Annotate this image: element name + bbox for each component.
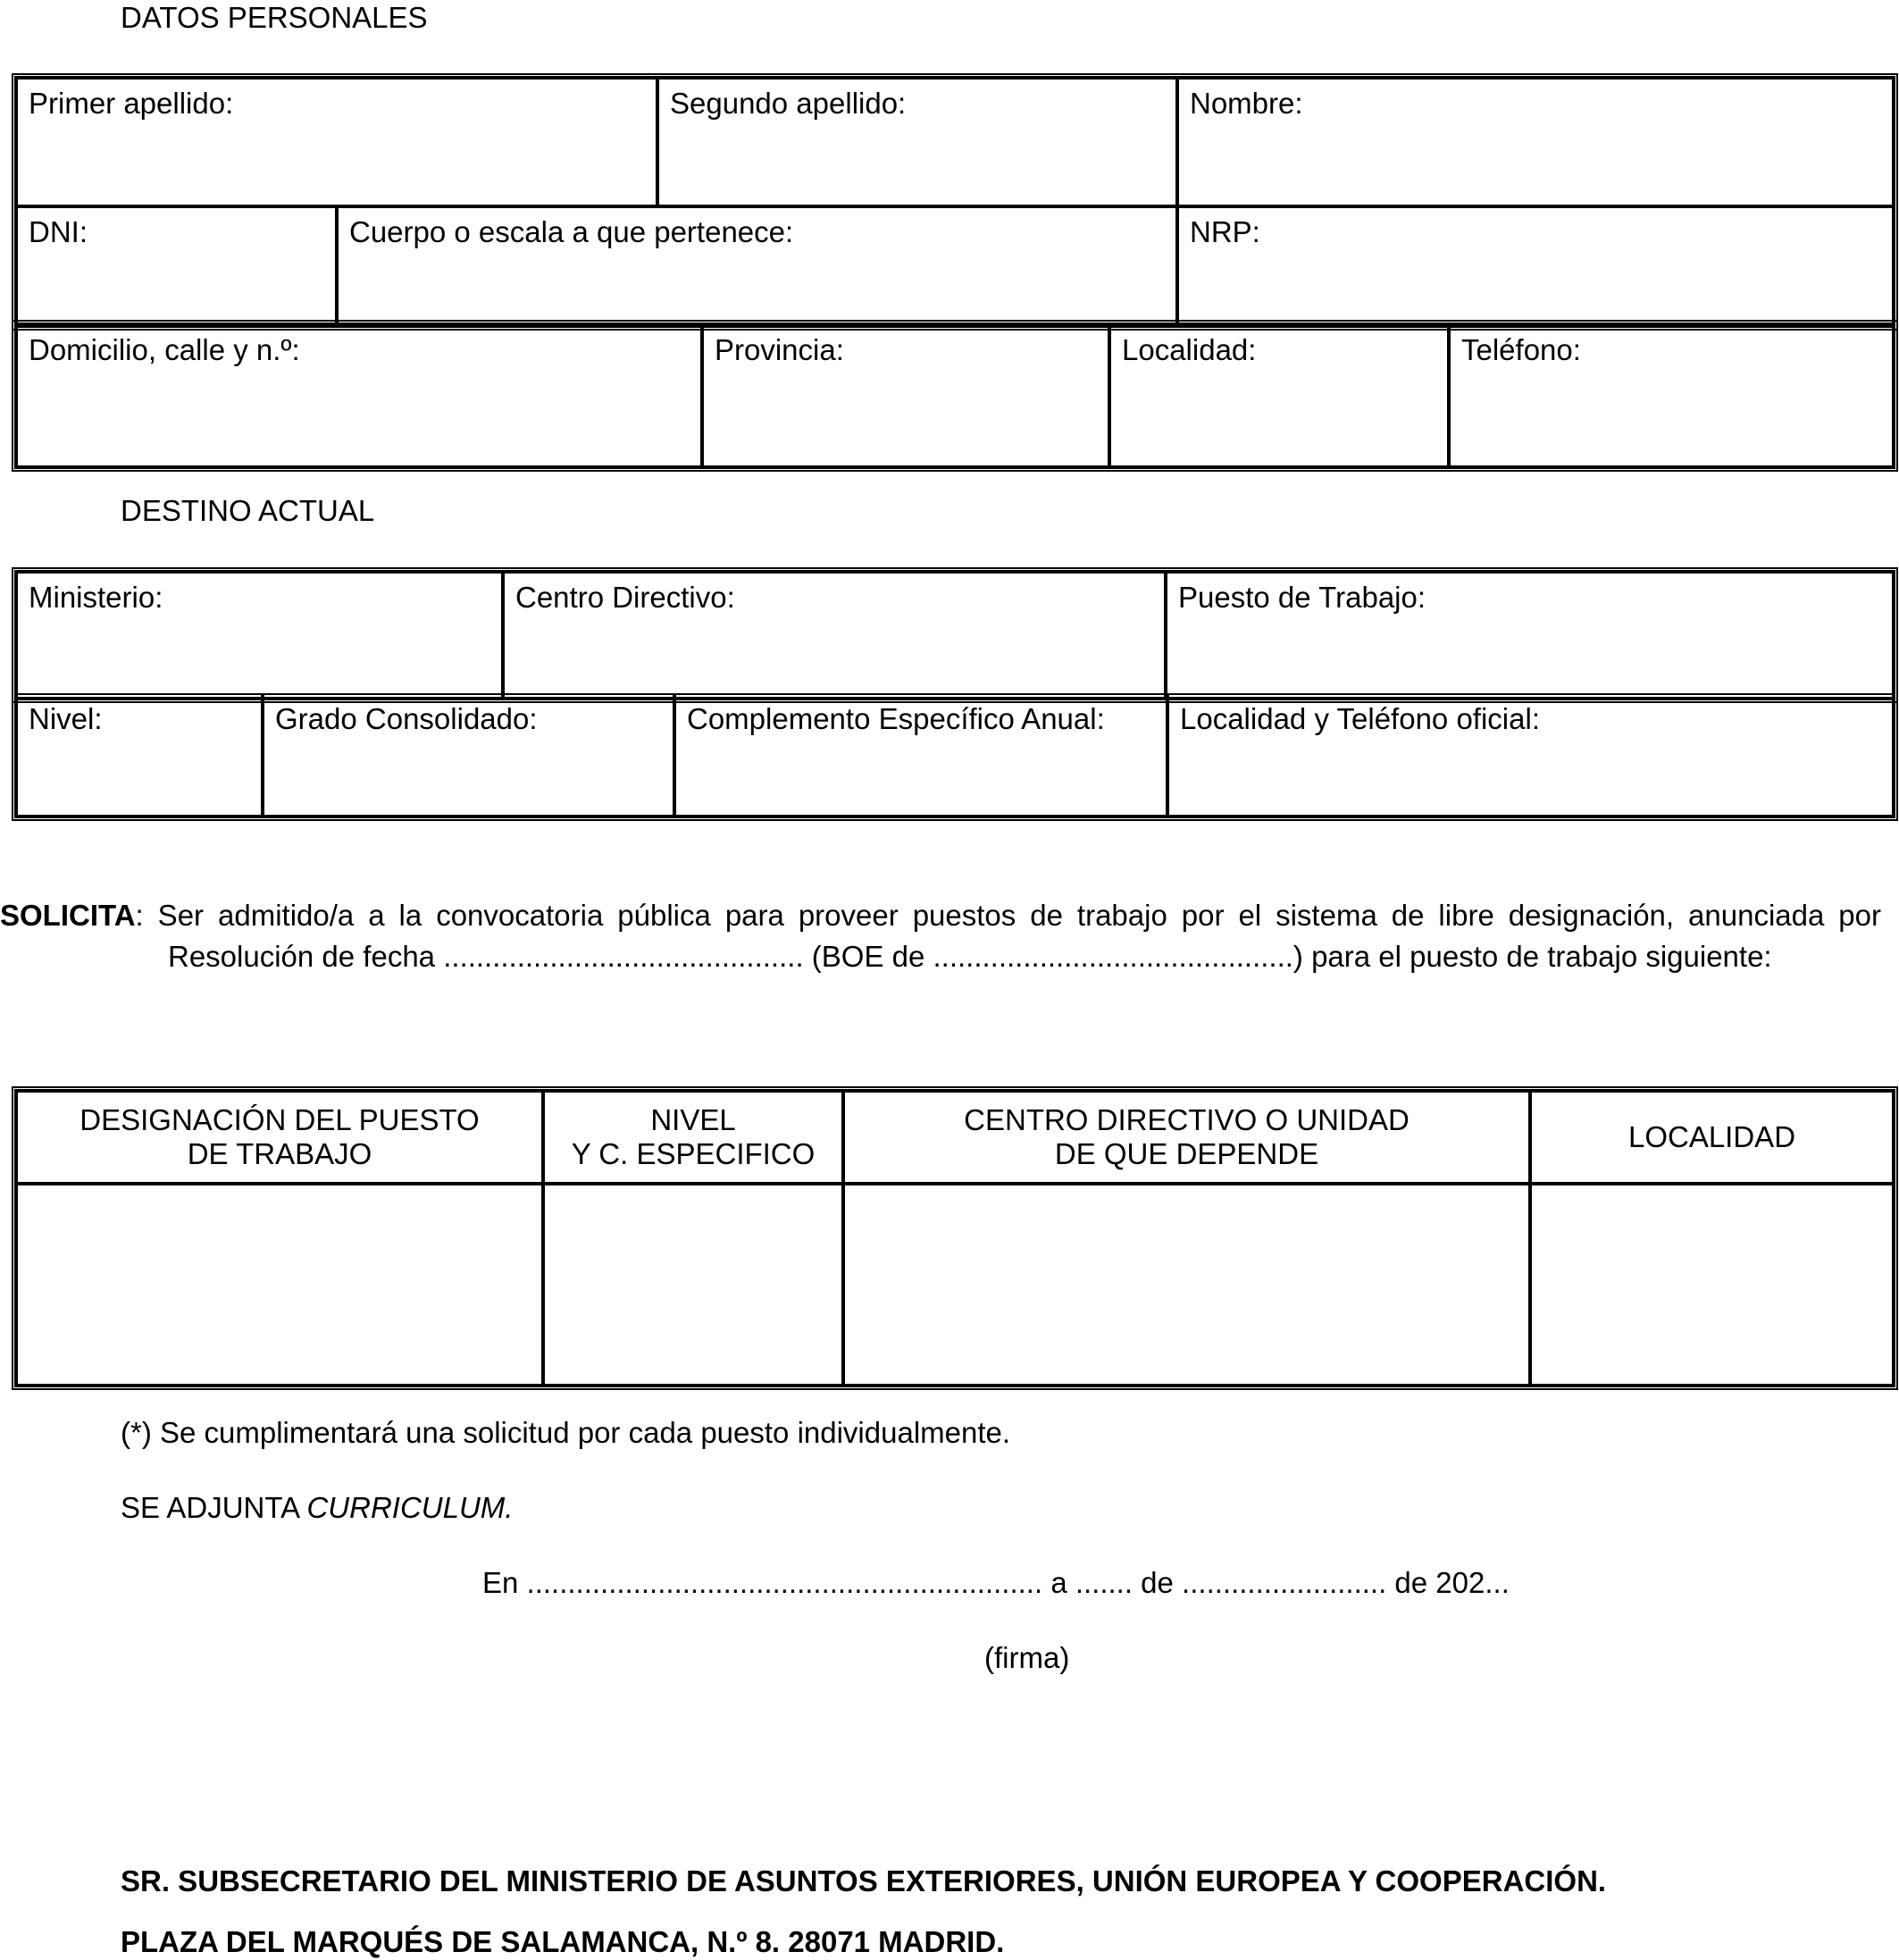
field-localidad[interactable] [1109, 324, 1449, 467]
label-ministerio: Ministerio: [29, 581, 163, 614]
header-nivel-line-2: Y C. ESPECIFICO [571, 1137, 816, 1170]
label-segundo-apellido: Segundo apellido: [670, 87, 907, 120]
solicita-line-1-text: : Ser admitido/a a la convocatoria pública para proveer puestos de trabajo por el sistema de libre designación, anunciada por [135, 899, 1881, 932]
adjunta-curriculum: CURRICULUM. [306, 1491, 514, 1524]
label-grado-consolidado: Grado Consolidado: [275, 702, 538, 735]
solicita-line-2: Resolución de fecha ............................................ (BOE de ............................................) para el puesto de trabajo siguiente: [168, 940, 1772, 973]
header-nivel-line-1: NIVEL [650, 1103, 736, 1136]
label-domicilio: Domicilio, calle y n.º: [29, 333, 300, 366]
section-title-destino-actual: DESTINO ACTUAL [121, 494, 375, 527]
field-nrp[interactable] [1177, 206, 1894, 326]
datos-personales-table [12, 73, 1898, 331]
label-centro-directivo: Centro Directivo: [515, 581, 735, 614]
label-nombre: Nombre: [1190, 87, 1303, 120]
field-nivel[interactable] [16, 693, 263, 817]
solicita-line-1 [0, 895, 1881, 936]
header-designacion-line-1: DESIGNACIÓN DEL PUESTO [79, 1103, 480, 1136]
field-provincia[interactable] [702, 324, 1109, 467]
header-designacion-line-2: DE TRABAJO [187, 1137, 372, 1170]
label-puesto-trabajo: Puesto de Trabajo: [1178, 581, 1426, 614]
cell-localidad[interactable] [1530, 1184, 1894, 1386]
label-complemento-especifico: Complemento Específico Anual: [687, 702, 1105, 735]
cell-nivel[interactable] [543, 1184, 843, 1386]
field-complemento-especifico[interactable] [674, 693, 1167, 817]
cell-designacion[interactable] [16, 1184, 543, 1386]
destino-actual-table [12, 567, 1898, 703]
puesto-table [12, 1086, 1898, 1390]
header-nivel [543, 1091, 843, 1184]
field-primer-apellido[interactable] [16, 78, 657, 206]
header-centro-line-1: CENTRO DIRECTIVO O UNIDAD [964, 1103, 1410, 1136]
label-localidad: Localidad: [1122, 333, 1257, 366]
fecha-line: En ............................................................... a ....... de ......................... de 202... [482, 1566, 1510, 1599]
destino-actual-table-row2 [12, 693, 1898, 821]
field-grado-consolidado[interactable] [263, 693, 674, 817]
note-text: (*) Se cumplimentará una solicitud por cada puesto individualmente. [121, 1416, 1011, 1449]
field-ministerio[interactable] [16, 572, 503, 699]
label-dni: DNI: [29, 215, 88, 248]
header-designacion [16, 1091, 543, 1184]
label-cuerpo-escala: Cuerpo o escala a que pertenece: [349, 215, 794, 248]
label-localidad-telefono-oficial: Localidad y Teléfono oficial: [1180, 702, 1540, 735]
adjunta-prefix: SE ADJUNTA [121, 1491, 307, 1524]
field-domicilio[interactable] [16, 324, 702, 467]
section-title-datos-personales: DATOS PERSONALES [121, 1, 428, 34]
field-centro-directivo[interactable] [503, 572, 1166, 699]
field-nombre[interactable] [1177, 78, 1894, 206]
field-segundo-apellido[interactable] [657, 78, 1177, 206]
field-puesto-trabajo[interactable] [1166, 572, 1894, 699]
field-localidad-telefono-oficial[interactable] [1167, 693, 1894, 817]
label-provincia: Provincia: [715, 333, 844, 366]
field-dni[interactable] [16, 206, 337, 326]
header-localidad-line-1: LOCALIDAD [1627, 1120, 1796, 1153]
label-primer-apellido: Primer apellido: [29, 87, 234, 120]
adjunta-line [121, 1490, 513, 1526]
header-centro-line-2: DE QUE DEPENDE [1054, 1137, 1319, 1170]
label-nivel: Nivel: [29, 702, 103, 735]
solicita-label: SOLICITA [0, 899, 136, 932]
firma-label: (firma) [984, 1641, 1070, 1674]
field-telefono[interactable] [1449, 324, 1894, 467]
header-localidad [1530, 1091, 1894, 1184]
solicita-paragraph [0, 895, 1881, 977]
destinatario-line-2: PLAZA DEL MARQUÉS DE SALAMANCA, N.º 8. 28071 MADRID. [121, 1925, 1005, 1958]
cell-centro-directivo[interactable] [843, 1184, 1530, 1386]
destinatario-line-1: SR. SUBSECRETARIO DEL MINISTERIO DE ASUNTOS EXTERIORES, UNIÓN EUROPEA Y COOPERACIÓN. [121, 1864, 1607, 1897]
datos-personales-table-row3 [12, 320, 1898, 472]
field-cuerpo-escala[interactable] [337, 206, 1177, 326]
label-nrp: NRP: [1190, 215, 1260, 248]
label-telefono: Teléfono: [1461, 333, 1581, 366]
header-centro-directivo [843, 1091, 1530, 1184]
